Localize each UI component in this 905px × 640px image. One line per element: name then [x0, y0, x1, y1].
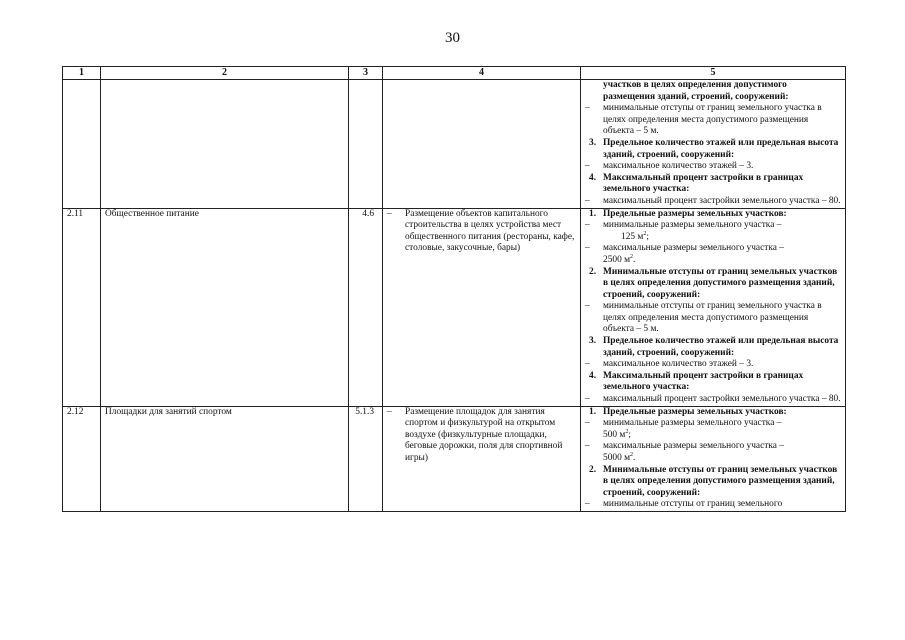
header-col-4: 4: [383, 67, 581, 80]
list-item: [585, 161, 841, 173]
item-text: минимальные отступы от границ земельного: [603, 499, 783, 510]
header-row: [63, 67, 846, 80]
list-item: [585, 243, 841, 266]
item-text: минимальные отступы от границ земельного участка в целях определения места допустимого размещения объекта – 5 м.: [603, 103, 822, 137]
row-name: Площадки для занятий спортом: [101, 406, 349, 511]
header-col-2: 2: [101, 67, 349, 80]
list-item: [585, 371, 841, 394]
item-tail: ;: [628, 429, 631, 440]
item-text: минимальные размеры земельного участка –: [603, 418, 782, 429]
description-text: Размещение объектов капитального строительства в целях устройства мест общественного питания (рестораны, кафе, столовые, закусочные, бары): [405, 208, 575, 254]
description-text: Размещение площадок для занятия спортом и физкультурой на открытом воздухе (физкультурные площадки, беговые дорожки, поля для спортивной игры): [405, 406, 563, 463]
item-text: максимальное количество этажей – 3.: [603, 359, 754, 370]
row-code: 5.1.3: [349, 406, 383, 511]
item-text: Максимальный процент застройки в границах земельного участка:: [603, 370, 804, 393]
dash-marker: –: [585, 441, 590, 452]
list-item: [585, 301, 841, 336]
item-number: 2.: [589, 464, 597, 475]
regulations-table: [62, 66, 846, 512]
item-text: Минимальные отступы от границ земельных участков в целях определения допустимого размещения зданий, строений, сооружений:: [603, 266, 838, 300]
item-number: 4.: [589, 172, 597, 183]
row-description: [383, 406, 581, 511]
list-item: [585, 196, 841, 208]
item-text: максимальное количество этажей – 3.: [603, 161, 754, 172]
item-tail: .: [633, 453, 636, 463]
continuation-line: участков в целях определения допустимого: [603, 80, 787, 90]
item-text: минимальные отступы от границ земельного участка в целях определения места допустимого размещения объекта – 5 м.: [603, 301, 822, 335]
list-item: [585, 359, 841, 371]
item-number: 1.: [589, 208, 597, 219]
item-value: 2500 м: [603, 254, 631, 265]
item-tail: ;: [646, 231, 649, 242]
continuation-line: размещения зданий, строений, сооружений:: [603, 91, 789, 102]
list-item: [585, 394, 841, 406]
item-sup: 2: [625, 428, 629, 435]
list-item: [585, 138, 841, 161]
row-description: [383, 208, 581, 406]
item-text: Предельные размеры земельных участков:: [603, 406, 787, 417]
item-text: Предельное количество этажей или предельная высота зданий, строений, сооружений:: [603, 336, 839, 358]
list-item: [585, 441, 841, 464]
list-item: [585, 267, 841, 302]
dash-marker: –: [585, 394, 590, 405]
row-id: 2.11: [63, 208, 101, 406]
item-text: максимальный процент застройки земельного участка – 80.: [603, 394, 841, 405]
item-sup: 2: [630, 253, 634, 260]
row-id: 2.12: [63, 406, 101, 511]
row-code: 4.6: [349, 208, 383, 406]
header-col-1: 1: [63, 67, 101, 80]
item-text: максимальные размеры земельного участка –: [603, 441, 784, 452]
dash-marker: –: [387, 406, 392, 417]
item-number: 3.: [589, 137, 597, 148]
item-number: 2.: [589, 266, 597, 277]
continuation-cell-3: [349, 80, 383, 209]
item-tail: .: [633, 254, 636, 265]
item-value: 125 м: [621, 231, 644, 242]
list-item: [585, 220, 841, 243]
dash-marker: –: [387, 208, 392, 219]
header-col-3: 3: [349, 67, 383, 80]
continuation-cell-1: [63, 80, 101, 209]
list-item: [585, 209, 841, 221]
continuation-cell-2: [101, 80, 349, 209]
item-text: минимальные размеры земельного участка –: [603, 220, 782, 231]
list-item: [585, 103, 841, 138]
item-text: Максимальный процент застройки в границах земельного участка:: [603, 172, 804, 195]
list-item: [585, 499, 841, 511]
item-number: 3.: [589, 336, 597, 347]
dash-marker: –: [585, 499, 590, 510]
row-parameters: [581, 208, 846, 406]
header-col-5: 5: [581, 67, 846, 80]
row-name: Общественное питание: [101, 208, 349, 406]
dash-marker: –: [585, 359, 590, 370]
list-item: [585, 336, 841, 359]
row-parameters: [581, 406, 846, 511]
table-row: [63, 406, 846, 511]
item-text: максимальный процент застройки земельного участка – 80.: [603, 195, 841, 206]
list-item: [585, 407, 841, 419]
continuation-parameters: [581, 80, 846, 209]
item-number: 1.: [589, 406, 597, 417]
item-text: Предельное количество этажей или предельная высота зданий, строений, сооружений:: [603, 137, 839, 160]
item-number: 4.: [589, 370, 597, 381]
item-text: Минимальные отступы от границ земельных участков в целях определения допустимого размещения зданий, строений, сооружений:: [603, 464, 838, 498]
dash-marker: –: [585, 301, 590, 312]
dash-marker: –: [585, 103, 590, 114]
page-number: 30: [445, 30, 460, 46]
item-sup: 2: [643, 230, 647, 237]
item-text: максимальные размеры земельного участка –: [603, 243, 784, 254]
dash-marker: –: [585, 195, 590, 206]
item-text: Предельные размеры земельных участков:: [603, 208, 787, 219]
dash-marker: –: [585, 161, 590, 172]
list-item: [585, 465, 841, 500]
dash-marker: –: [585, 418, 590, 429]
item-value: 5000 м: [603, 453, 631, 463]
item-value: 500 м: [603, 429, 626, 440]
dash-marker: –: [585, 220, 590, 231]
table-row: [63, 208, 846, 406]
continuation-row: [63, 80, 846, 209]
continuation-cell-4: [383, 80, 581, 209]
item-sup: 2: [630, 451, 634, 458]
dash-marker: –: [585, 243, 590, 254]
list-item: [585, 418, 841, 441]
list-item: [585, 173, 841, 196]
